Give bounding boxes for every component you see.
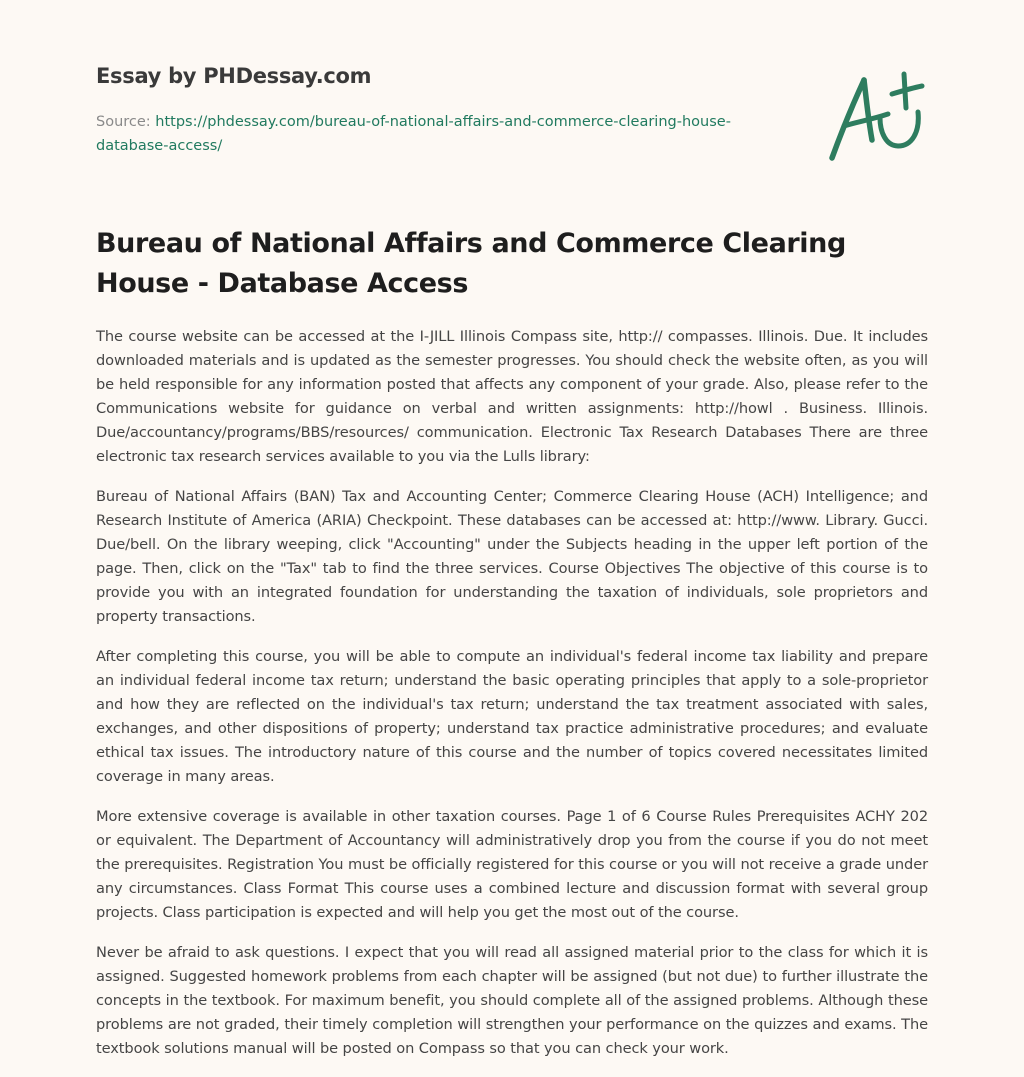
source-link[interactable]: https://phdessay.com/bureau-of-national-affairs-and-commerce-clearing-house-database-access/ [96,114,731,154]
article-body [96,325,928,1077]
paragraph: After completing this course, you will be able to compute an individual's federal income tax liability and prepare an individual federal income tax return; understand the basic operating principles that apply to a sole-proprietor and how they are reflected on the individual's tax return; understand the tax treatment associated with sales, exchanges, and other dispositions of property; understand tax practice administrative procedures; and evaluate ethical tax issues. The introductory nature of this course and the number of topics covered necessitates limited coverage in many areas. [96,648,928,785]
paragraph: Never be afraid to ask questions. I expect that you will read all assigned material prior to the class for which it is assigned. Suggested homework problems from each chapter will be assigned (but not due) to further illustrate the concepts in the textbook. For maximum benefit, you should complete all of the assigned problems. Although these problems are not graded, their timely completion will strengthen your performance on the quizzes and exams. The textbook solutions manual will be posted on Compass so that you can check your work. [96,944,928,1057]
paragraph: Bureau of National Affairs (BAN) Tax and Accounting Center; Commerce Clearing House (ACH) Intelligence; and Research Institute of America (ARIA) Checkpoint. These databases can be accessed at: http://www. Library. Gucci. Due/bell. On the library weeping, click "Accounting" under the Subjects heading in the upper left portion of the page. Then, click on the "Tax" tab to find the three services. Course Objectives The objective of this course is to provide you with an integrated foundation for understanding the taxation of individuals, sole proprietors and property transactions. [96,488,928,625]
paragraph: The course website can be accessed at the I-JILL Illinois Compass site, http:// compasses. Illinois. Due. It includes downloaded materials and is updated as the semester progresses. You should check the website often, as you will be held responsible for any information posted that affects any component of your grade. Also, please refer to the Communications website for guidance on verbal and written assignments: http://howl . Business. Illinois. Due/accountancy/programs/BBS/resources/ communication. Electronic Tax Research Databases There are three electronic tax research services available to you via the Lulls library: [96,328,928,465]
source-label: Source: [96,114,151,130]
source-line [96,110,796,158]
a-plus-grade-icon [818,66,930,166]
article-title: Bureau of National Affairs and Commerce Clearing House - Database Access [96,228,846,299]
site-brand: Essay by PHDessay.com [96,64,372,88]
paragraph: More extensive coverage is available in other taxation courses. Page 1 of 6 Course Rules Prerequisites ACHY 202 or equivalent. The Department of Accountancy will administratively drop you from the course if you do not meet the prerequisites. Registration You must be officially registered for this course or you will not receive a grade under any circumstances. Class Format This course uses a combined lecture and discussion format with several group projects. Class participation is expected and will help you get the most out of the course. [96,808,928,921]
